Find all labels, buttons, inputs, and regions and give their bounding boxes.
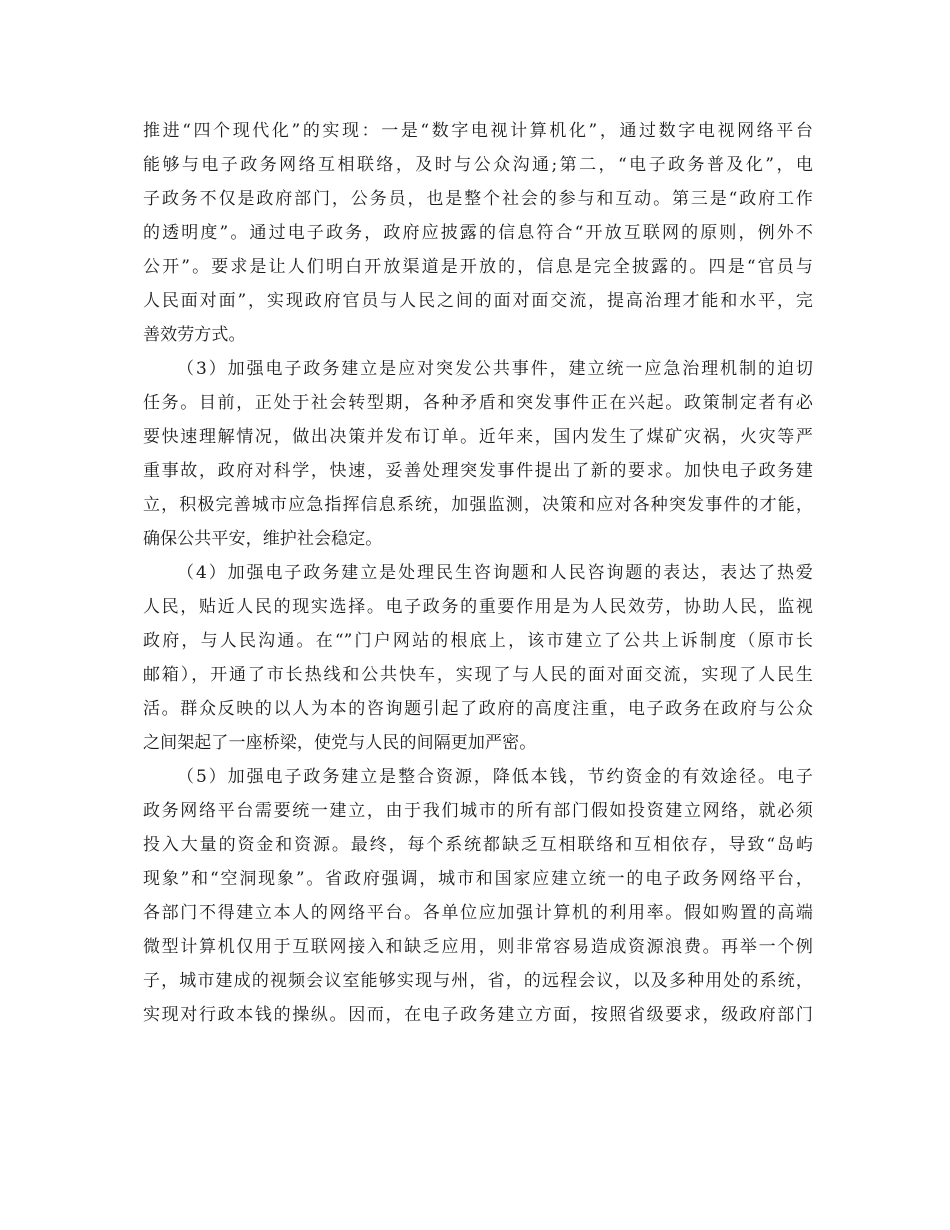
text-line: 重事故，政府对科学，快速，妥善处理突发事件提出了新的要求。加快电子政务建 xyxy=(143,461,813,481)
text-line: 微型计算机仅用于互联网接入和缺乏应用，则非常容易造成资源浪费。再举一个例 xyxy=(143,937,813,957)
text-line: （5）加强电子政务建立是整合资源，降低本钱，节约资金的有效途径。电子 xyxy=(177,767,813,787)
text-line: （4）加强电子政务建立是处理民生咨询题和人民咨询题的表达，表达了热爱 xyxy=(177,563,813,583)
text-line: 人民面对面”，实现政府官员与人民之间的面对面交流，提高治理才能和水平，完 xyxy=(143,291,813,311)
text-line: 要快速理解情况，做出决策并发布订单。近年来，国内发生了煤矿灾祸，火灾等严 xyxy=(143,427,813,447)
text-line: 投入大量的资金和资源。最终，每个系统都缺乏互相联络和互相依存，导致“岛屿 xyxy=(143,835,813,855)
text-line: 子，城市建成的视频会议室能够实现与州，省，的远程会议，以及多种用处的系统， xyxy=(143,971,813,991)
text-line: 确保公共平安，维护社会稳定。 xyxy=(143,529,383,549)
text-line: 善效劳方式。 xyxy=(143,325,246,345)
text-line: 政府，与人民沟通。在“”门户网站的根底上，该市建立了公共上诉制度（原市长 xyxy=(143,631,813,651)
text-line: 现象”和“空洞现象”。省政府强调，城市和国家应建立统一的电子政务网络平台， xyxy=(143,869,813,889)
text-line: 活。群众反映的以人为本的咨询题引起了政府的高度注重，电子政务在政府与公众 xyxy=(143,699,813,719)
text-line: 推进“四个现代化”的实现：一是“数字电视计算机化”，通过数字电视网络平台 xyxy=(143,121,813,141)
text-line: 任务。目前，正处于社会转型期，各种矛盾和突发事件正在兴起。政策制定者有必 xyxy=(143,393,813,413)
text-line: 实现对行政本钱的操纵。因而，在电子政务建立方面，按照省级要求，级政府部门 xyxy=(143,1005,813,1025)
text-line: （3）加强电子政务建立是应对突发公共事件，建立统一应急治理机制的迫切 xyxy=(177,359,813,379)
text-line: 公开”。要求是让人们明白开放渠道是开放的，信息是完全披露的。四是“官员与 xyxy=(143,257,813,277)
text-line: 政务网络平台需要统一建立，由于我们城市的所有部门假如投资建立网络，就必须 xyxy=(143,801,813,821)
text-line: 能够与电子政务网络互相联络，及时与公众沟通;第二，“电子政务普及化”，电 xyxy=(143,155,813,175)
text-line: 子政务不仅是政府部门，公务员，也是整个社会的参与和互动。第三是“政府工作 xyxy=(143,189,813,209)
text-line: 人民，贴近人民的现实选择。电子政务的重要作用是为人民效劳，协助人民，监视 xyxy=(143,597,813,617)
text-line: 的透明度”。通过电子政务，政府应披露的信息符合“开放互联网的原则，例外不 xyxy=(143,223,813,243)
body-text xyxy=(143,114,813,1032)
text-line: 之间架起了一座桥梁，使党与人民的间隔更加严密。 xyxy=(143,733,537,753)
text-line: 邮箱），开通了市长热线和公共快车，实现了与人民的面对面交流，实现了人民生 xyxy=(143,665,813,685)
text-line: 各部门不得建立本人的网络平台。各单位应加强计算机的利用率。假如购置的高端 xyxy=(143,903,813,923)
text-line: 立，积极完善城市应急指挥信息系统，加强监测，决策和应对各种突发事件的才能， xyxy=(143,495,813,515)
